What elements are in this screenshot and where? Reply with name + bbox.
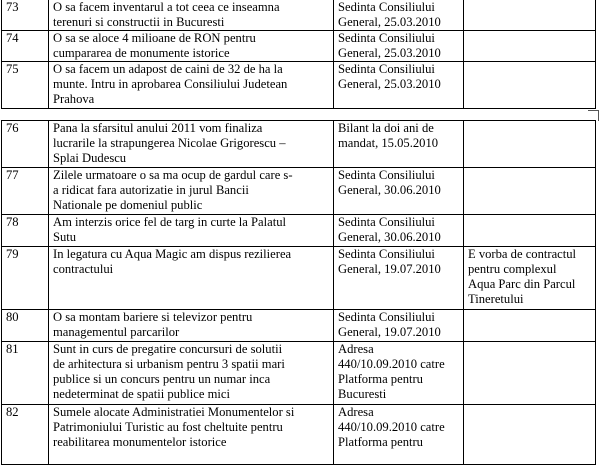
promise-text: O sa facem un adapost de caini de 32 de ha la munte. Intru in aprobarea Consiliului Judetean Prahova	[49, 62, 334, 109]
table-row	[2, 247, 596, 310]
note-cell	[464, 310, 596, 342]
note-cell	[464, 121, 596, 168]
row-number: 81	[2, 342, 49, 405]
row-number: 78	[2, 215, 49, 247]
row-number: 76	[2, 121, 49, 168]
table-row	[2, 342, 596, 405]
promise-text: Zilele urmatoare o sa ma ocup de gardul care s- a ridicat fara autorizatie in jurul Bancii Nationale pe domeniul public	[49, 168, 334, 215]
promise-text: O sa montam bariere si televizor pentru managementul parcarilor	[49, 310, 334, 342]
table-row	[2, 31, 596, 62]
table-row	[2, 62, 596, 109]
row-number: 73	[2, 0, 49, 31]
source-cell: Sedinta Consiliului General, 19.07.2010	[334, 247, 464, 310]
row-number: 79	[2, 247, 49, 310]
row-number: 75	[2, 62, 49, 109]
source-cell: Bilant la doi ani de mandat, 15.05.2010	[334, 121, 464, 168]
row-number: 74	[2, 31, 49, 62]
promise-text: Sumele alocate Administratiei Monumentelor si Patrimoniului Turistic au fost cheltuite pentru reabilitarea monumentelor istorice	[49, 405, 334, 465]
table-row	[2, 310, 596, 342]
promise-text: O sa se aloce 4 milioane de RON pentru cumpararea de monumente istorice	[49, 31, 334, 62]
note-cell	[464, 168, 596, 215]
promise-text: O sa facem inventarul a tot ceea ce inseamna terenuri si constructii in Bucuresti	[49, 0, 334, 31]
note-cell	[464, 215, 596, 247]
row-number: 77	[2, 168, 49, 215]
promise-text: Am interzis orice fel de targ in curte la Palatul Sutu	[49, 215, 334, 247]
source-cell: Sedinta Consiliului General, 25.03.2010	[334, 62, 464, 109]
table-row	[2, 0, 596, 31]
note-cell	[464, 0, 596, 31]
source-cell: Sedinta Consiliului General, 19.07.2010	[334, 310, 464, 342]
table-row	[2, 121, 596, 168]
table-row	[2, 215, 596, 247]
source-cell: Sedinta Consiliului General, 25.03.2010	[334, 0, 464, 31]
promise-text: In legatura cu Aqua Magic am dispus rezilierea contractului	[49, 247, 334, 310]
promises-table-bottom	[1, 120, 596, 465]
source-cell: Adresa 440/10.09.2010 catre Platforma pentru	[334, 405, 464, 465]
source-cell: Sedinta Consiliului General, 25.03.2010	[334, 31, 464, 62]
source-cell: Sedinta Consiliului General, 30.06.2010	[334, 215, 464, 247]
note-cell	[464, 31, 596, 62]
note-cell	[464, 62, 596, 109]
promise-text: Sunt in curs de pregatire concursuri de solutii de arhitectura si urbanism pentru 3 spatii mari publice si un concurs pentru un numar inca nedeterminat de spatii publice mici	[49, 342, 334, 405]
promises-table-top	[1, 0, 596, 109]
note-cell	[464, 342, 596, 405]
source-cell: Sedinta Consiliului General, 30.06.2010	[334, 168, 464, 215]
promise-text: Pana la sfarsitul anului 2011 vom finaliza lucrarile la strapungerea Nicolae Grigorescu – Splai Dudescu	[49, 121, 334, 168]
note-cell: E vorba de contractul pentru complexul Aqua Parc din Parcul Tineretului	[464, 247, 596, 310]
row-number: 82	[2, 405, 49, 465]
source-cell: Adresa 440/10.09.2010 catre Platforma pentru Bucuresti	[334, 342, 464, 405]
table-row	[2, 168, 596, 215]
row-number: 80	[2, 310, 49, 342]
